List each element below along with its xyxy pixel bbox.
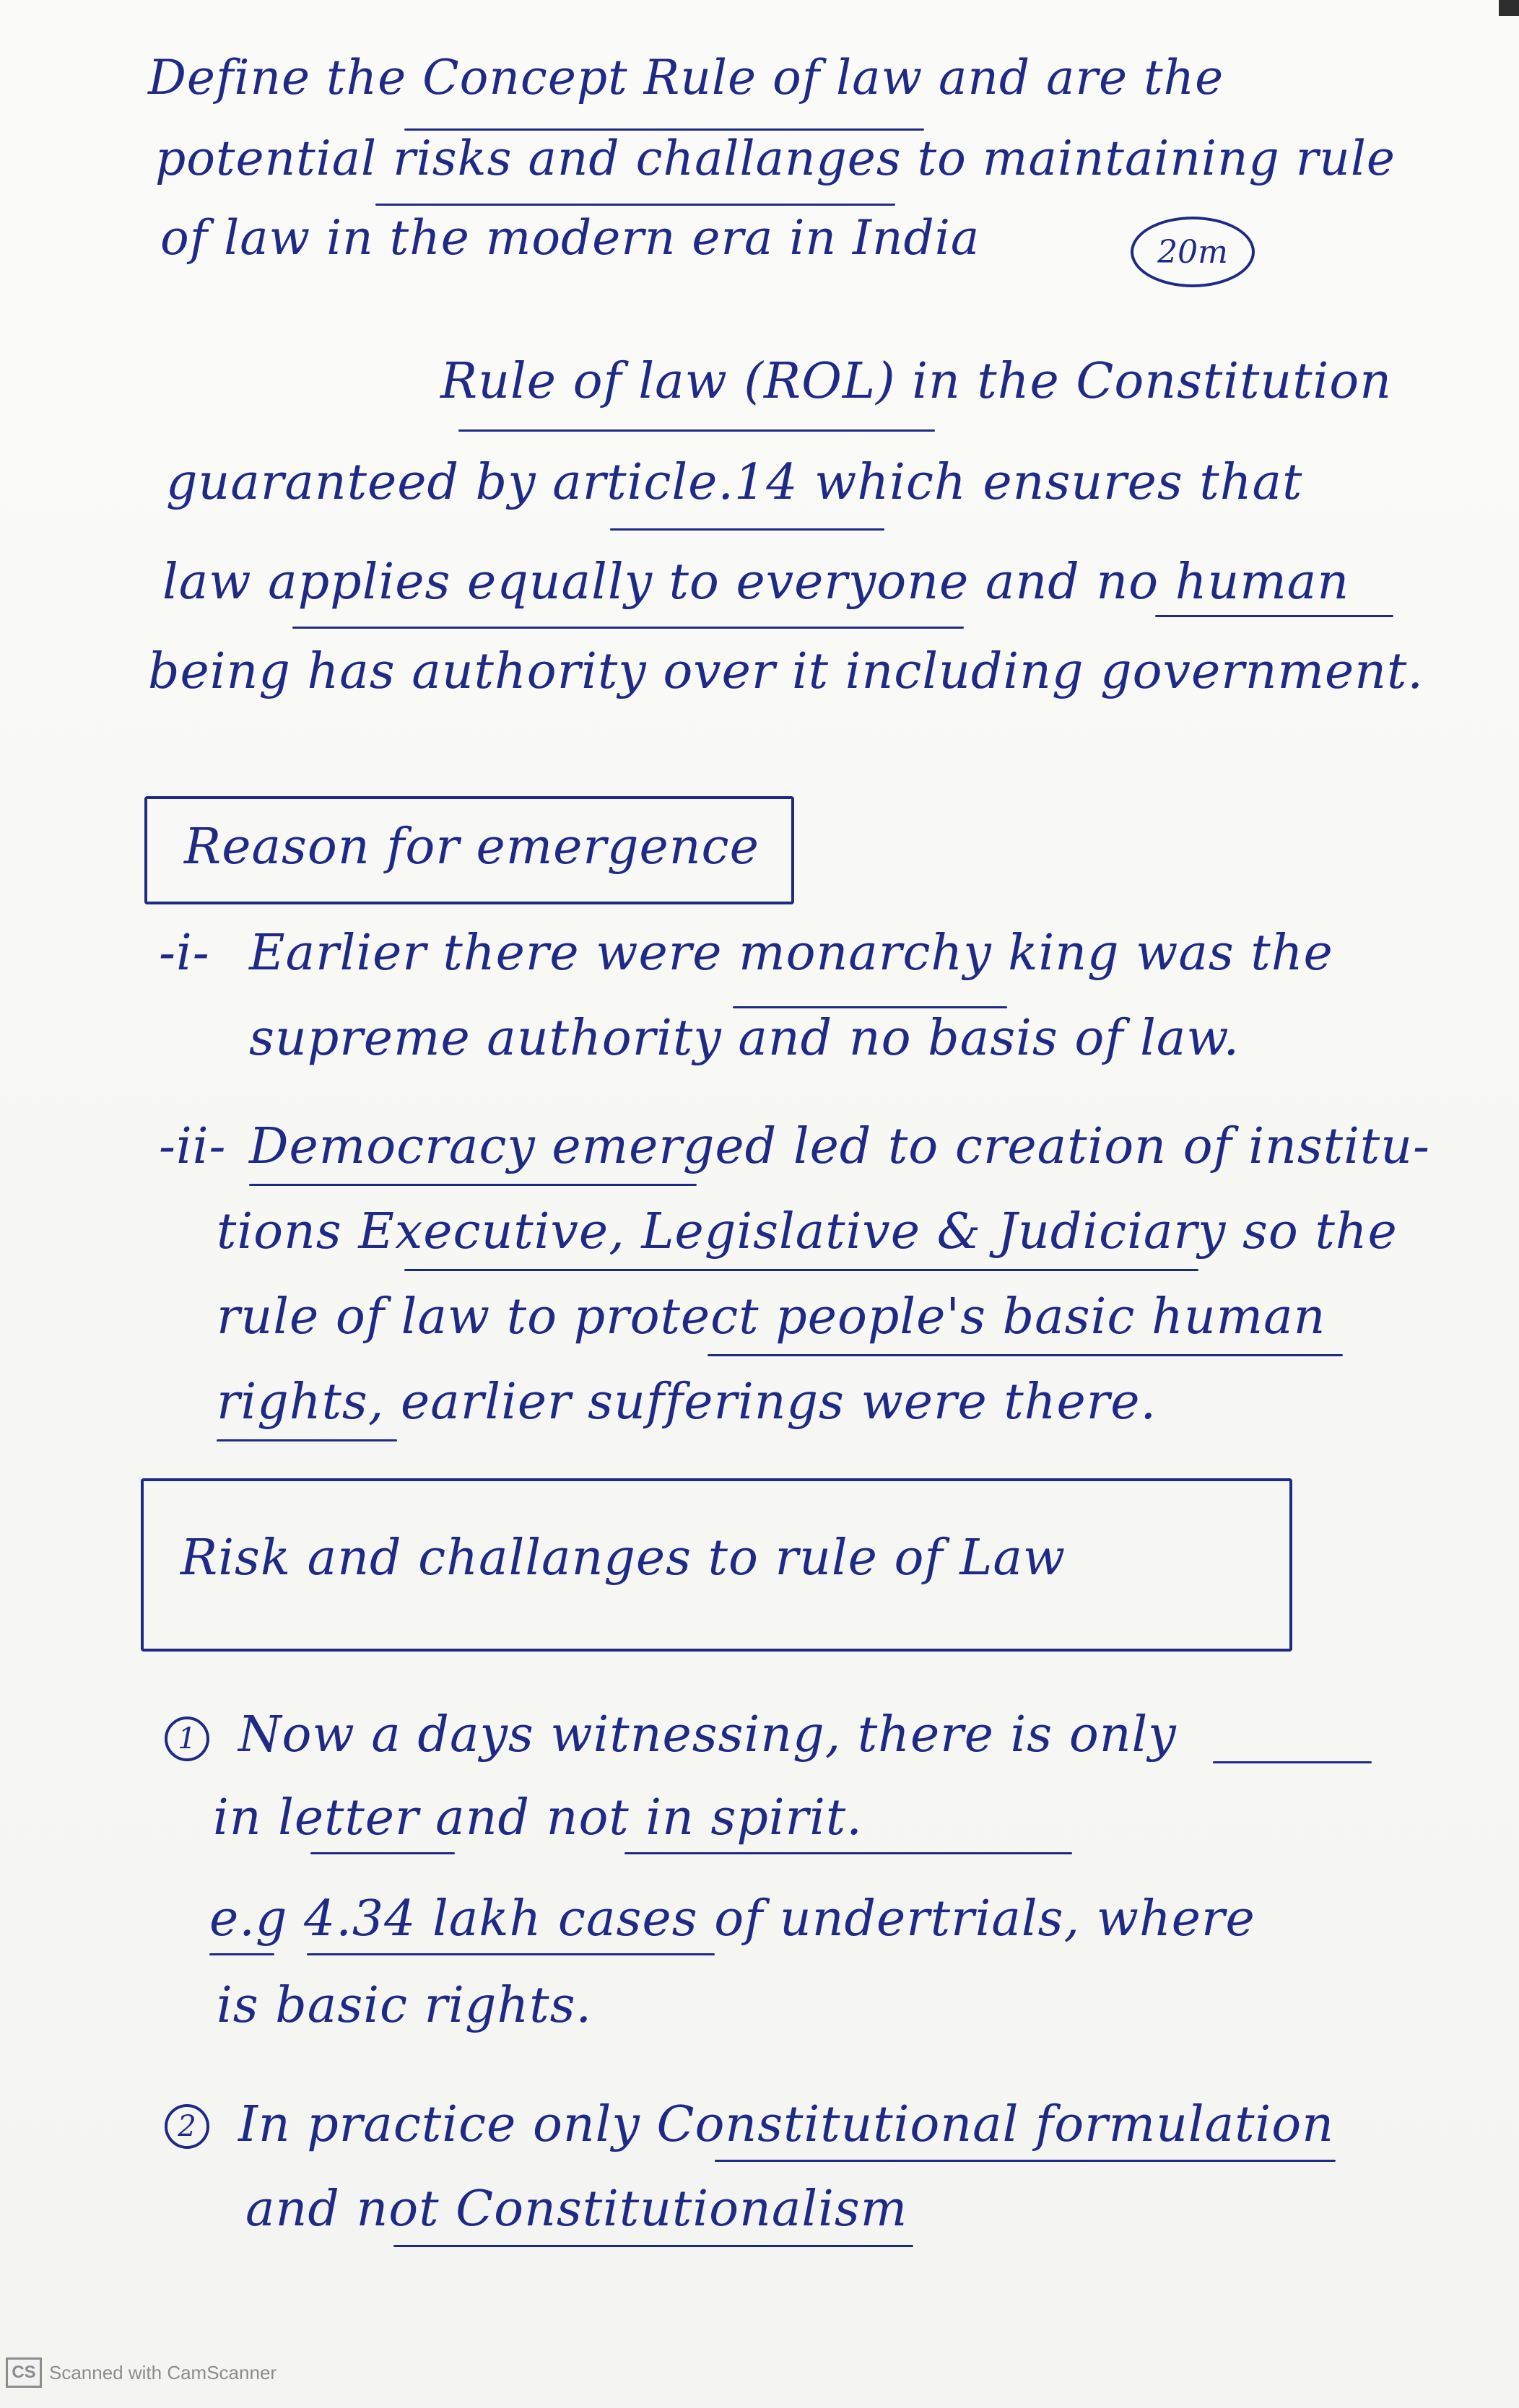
camscanner-text: Scanned with CamScanner	[49, 2361, 277, 2383]
risk-point-1-number: 1	[165, 1716, 209, 1761]
intro-underline-2	[610, 528, 884, 531]
question-line-1: Define the Concept Rule of law and are the	[148, 50, 1224, 105]
reason-point-1-line-1: Earlier there were monarchy king was the	[249, 925, 1333, 982]
intro-line-4: being has authority over it including government.	[148, 643, 1424, 700]
reason-point-2-marker: -ii-	[159, 1118, 227, 1175]
risk-underline-spirit	[624, 1852, 1072, 1854]
reason-point-1-line-2: supreme authority and no basis of law.	[249, 1010, 1240, 1067]
intro-underline-3	[292, 627, 964, 629]
risk-point-1-line-3: e.g 4.34 lakh cases of undertrials, where	[209, 1890, 1255, 1947]
risk-underline-eg	[209, 1953, 274, 1955]
reason-point-2-line-3: rule of law to protect people's basic human	[217, 1288, 1326, 1345]
reason-underline-institutions	[404, 1269, 1198, 1271]
question-line-2: potential risks and challanges to maintaining rule	[155, 131, 1396, 186]
reason-underline-people	[708, 1354, 1343, 1356]
intro-underline-1	[458, 429, 935, 432]
risk-point-1-line-2: in letter and not in spirit.	[213, 1789, 863, 1846]
risk-point-1-line-4: is basic rights.	[217, 1977, 593, 2034]
reason-point-1-marker: -i-	[159, 925, 210, 982]
risk-underline-letter	[310, 1852, 455, 1854]
reason-underline-democracy	[249, 1184, 697, 1186]
reason-point-2-line-1: Democracy emerged led to creation of institu-	[249, 1118, 1430, 1175]
risk-point-2-line-1: In practice only Constitutional formulation	[238, 2096, 1335, 2153]
camscanner-footer	[6, 2357, 277, 2388]
risk-underline-formulation	[715, 2160, 1336, 2162]
question-line-3: of law in the modern era in India	[160, 210, 980, 266]
intro-underline-4	[1155, 615, 1393, 617]
question-underline-1	[404, 128, 924, 131]
intro-line-1: Rule of law (ROL) in the Constitution	[440, 353, 1393, 410]
risk-underline-cases	[307, 1953, 715, 1955]
risk-underline-constitutionalism	[393, 2245, 913, 2247]
intro-line-3: law applies equally to everyone and no human	[162, 554, 1350, 611]
risk-point-2-number: 2	[165, 2104, 209, 2149]
marks-circle: 20m	[1131, 217, 1255, 287]
reason-point-2-line-2: tions Executive, Legislative & Judiciary so the	[217, 1203, 1398, 1260]
reason-underline-monarchy	[733, 1006, 1007, 1008]
scan-corner-mark	[1499, 0, 1519, 16]
reason-heading: Reason for emergence	[184, 819, 760, 876]
reason-point-2-line-4: rights, earlier sufferings were there.	[217, 1374, 1157, 1431]
reason-underline-rights	[217, 1439, 397, 1441]
risk-point-2-line-2: and not Constitutionalism	[245, 2181, 908, 2238]
camscanner-logo: CS	[6, 2357, 42, 2388]
question-underline-2	[375, 204, 895, 206]
intro-line-2: guaranteed by article.14 which ensures that	[166, 454, 1303, 511]
risk-underline-only	[1213, 1761, 1372, 1763]
risk-point-1-line-1: Now a days witnessing, there is only	[238, 1706, 1177, 1763]
risk-heading: Risk and challanges to rule of Law	[180, 1530, 1066, 1587]
